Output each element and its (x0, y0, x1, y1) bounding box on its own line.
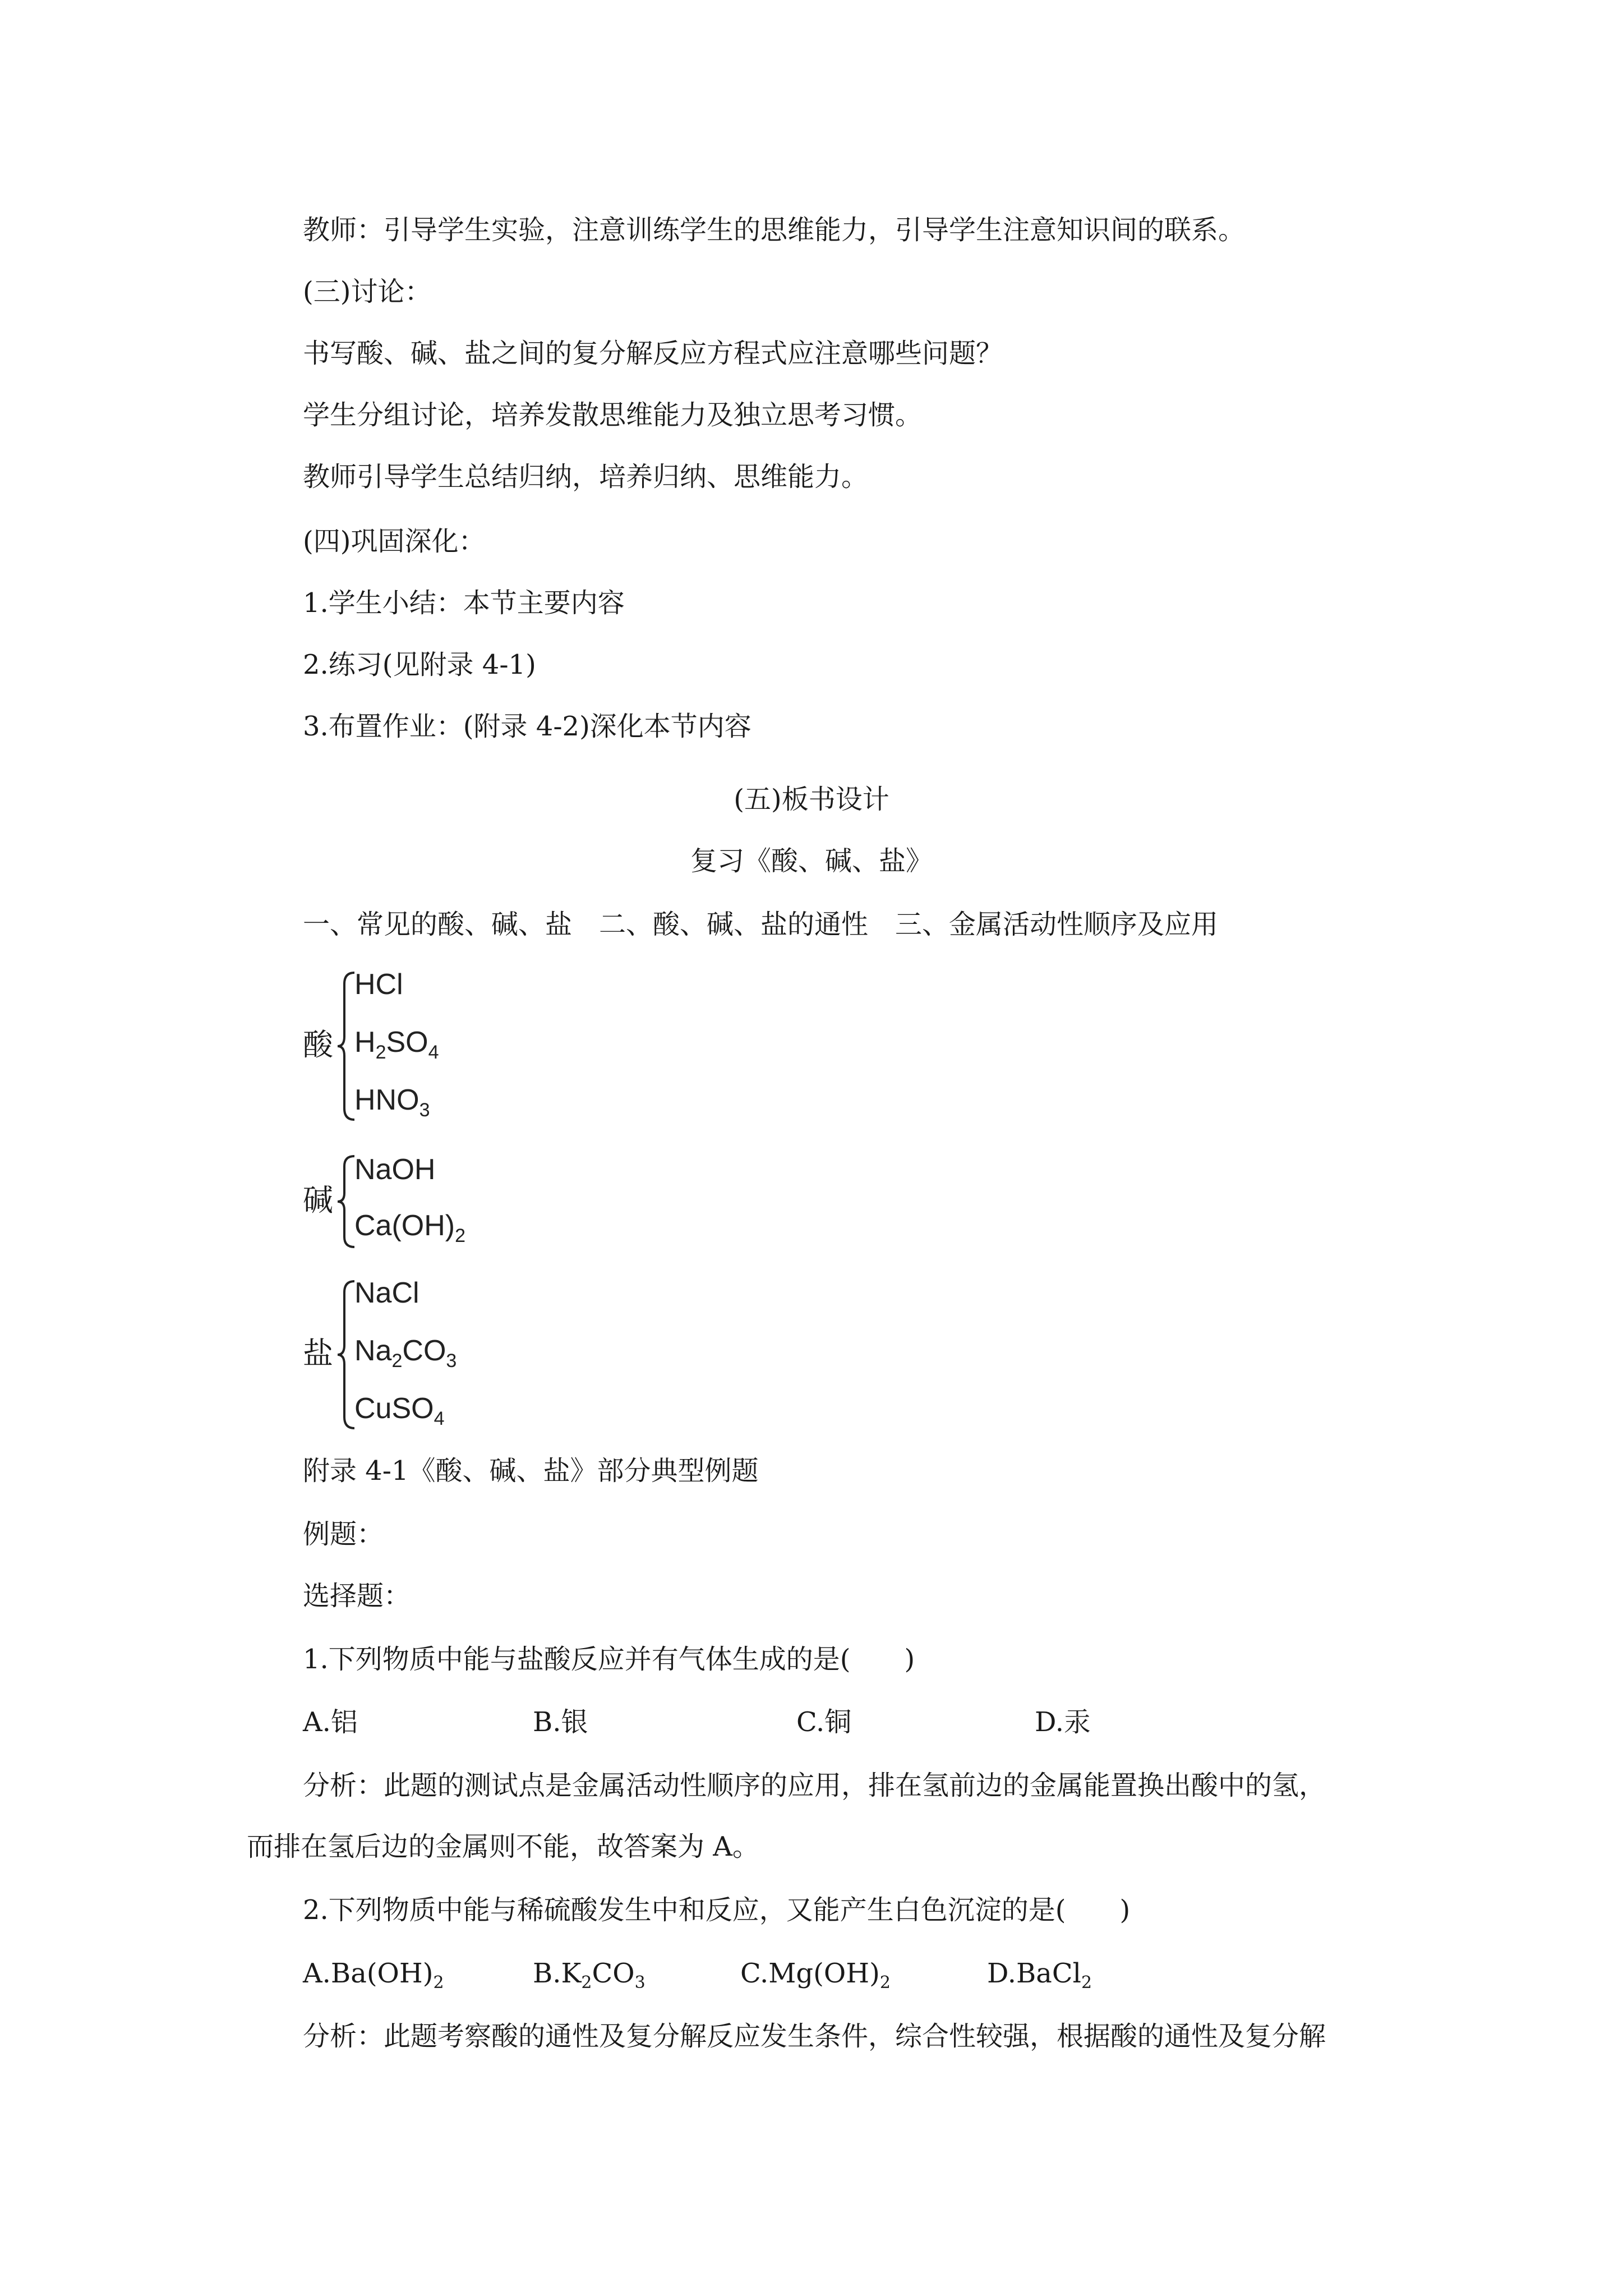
question-2-stem: 2.下列物质中能与稀硫酸发生中和反应，又能产生白色沉淀的是( ) (303, 1894, 1131, 1926)
question-2-analysis-line-1: 分析：此题考察酸的通性及复分解反应发生条件，综合性较强，根据酸的通性及复分解 (303, 2021, 1326, 2052)
salt-label: 盐 (303, 1336, 333, 1371)
option-b: B.银 (533, 1706, 588, 1738)
heading-discussion: (三)讨论： (303, 276, 432, 307)
acid-label: 酸 (303, 1027, 333, 1062)
board-acid-group (303, 968, 639, 1136)
base-label: 碱 (303, 1182, 333, 1218)
option-c: $C.Mg(OH)_2$ (740, 1958, 891, 1993)
salt-item: $Na_2CO_3$ (354, 1335, 457, 1372)
heading-board-design: (五)板书设计 (734, 784, 889, 815)
paragraph-teacher-guidance: 教师：引导学生实验，注意训练学生的思维能力，引导学生注意知识间的联系。 (303, 214, 1246, 246)
board-title: 复习《酸、碱、盐》 (690, 845, 933, 877)
question-1-analysis-line-2: 而排在氢后边的金属则不能，故答案为 A。 (247, 1831, 759, 1862)
question-1-stem: 1.下列物质中能与盐酸反应并有气体生成的是( ) (303, 1644, 915, 1675)
example-label: 例题： (303, 1519, 384, 1550)
paragraph-question: 书写酸、碱、盐之间的复分解反应方程式应注意哪些问题？ (303, 338, 1003, 369)
question-1-analysis-line-1: 分析：此题的测试点是金属活动性顺序的应用，排在氢前边的金属能置换出酸中的氢， (303, 1770, 1326, 1801)
salt-item: NaCl (354, 1277, 419, 1309)
base-item: NaOH (354, 1153, 436, 1186)
list-item-homework: 3.布置作业：(附录 4-2)深化本节内容 (303, 711, 751, 742)
appendix-title: 附录 4-1《酸、碱、盐》部分典型例题 (303, 1455, 759, 1487)
acid-item: HCl (354, 968, 403, 1001)
paragraph-group-discussion: 学生分组讨论，培养发散思维能力及独立思考习惯。 (303, 399, 923, 431)
board-outline: 一、常见的酸、碱、盐 二、酸、碱、盐的通性 三、金属活动性顺序及应用 (303, 909, 1219, 940)
option-b: $B.K_2CO_3$ (533, 1958, 645, 1993)
option-c: C.铜 (796, 1706, 852, 1738)
list-item-exercise: 2.练习(见附录 4-1) (303, 649, 536, 680)
acid-item: $HNO_3$ (354, 1084, 430, 1121)
acid-item: $H_2SO_4$ (354, 1026, 439, 1063)
heading-consolidation: (四)巩固深化： (303, 526, 486, 557)
salt-item: CuSO$_4$ (354, 1392, 445, 1429)
option-d: D.汞 (1035, 1706, 1091, 1738)
list-item-summary: 1.学生小结：本节主要内容 (303, 587, 625, 619)
paragraph-teacher-summary: 教师引导学生总结归纳，培养归纳、思维能力。 (303, 461, 869, 493)
option-d: D.BaCl$_2$ (987, 1958, 1092, 1993)
option-a: A.铝 (303, 1706, 358, 1738)
choice-label: 选择题： (303, 1580, 411, 1612)
option-a: $A.Ba(OH)_2$ (303, 1958, 444, 1993)
board-base-group (303, 1153, 639, 1265)
base-item: $Ca(OH)_2$ (354, 1209, 466, 1246)
board-salt-group (303, 1276, 639, 1444)
